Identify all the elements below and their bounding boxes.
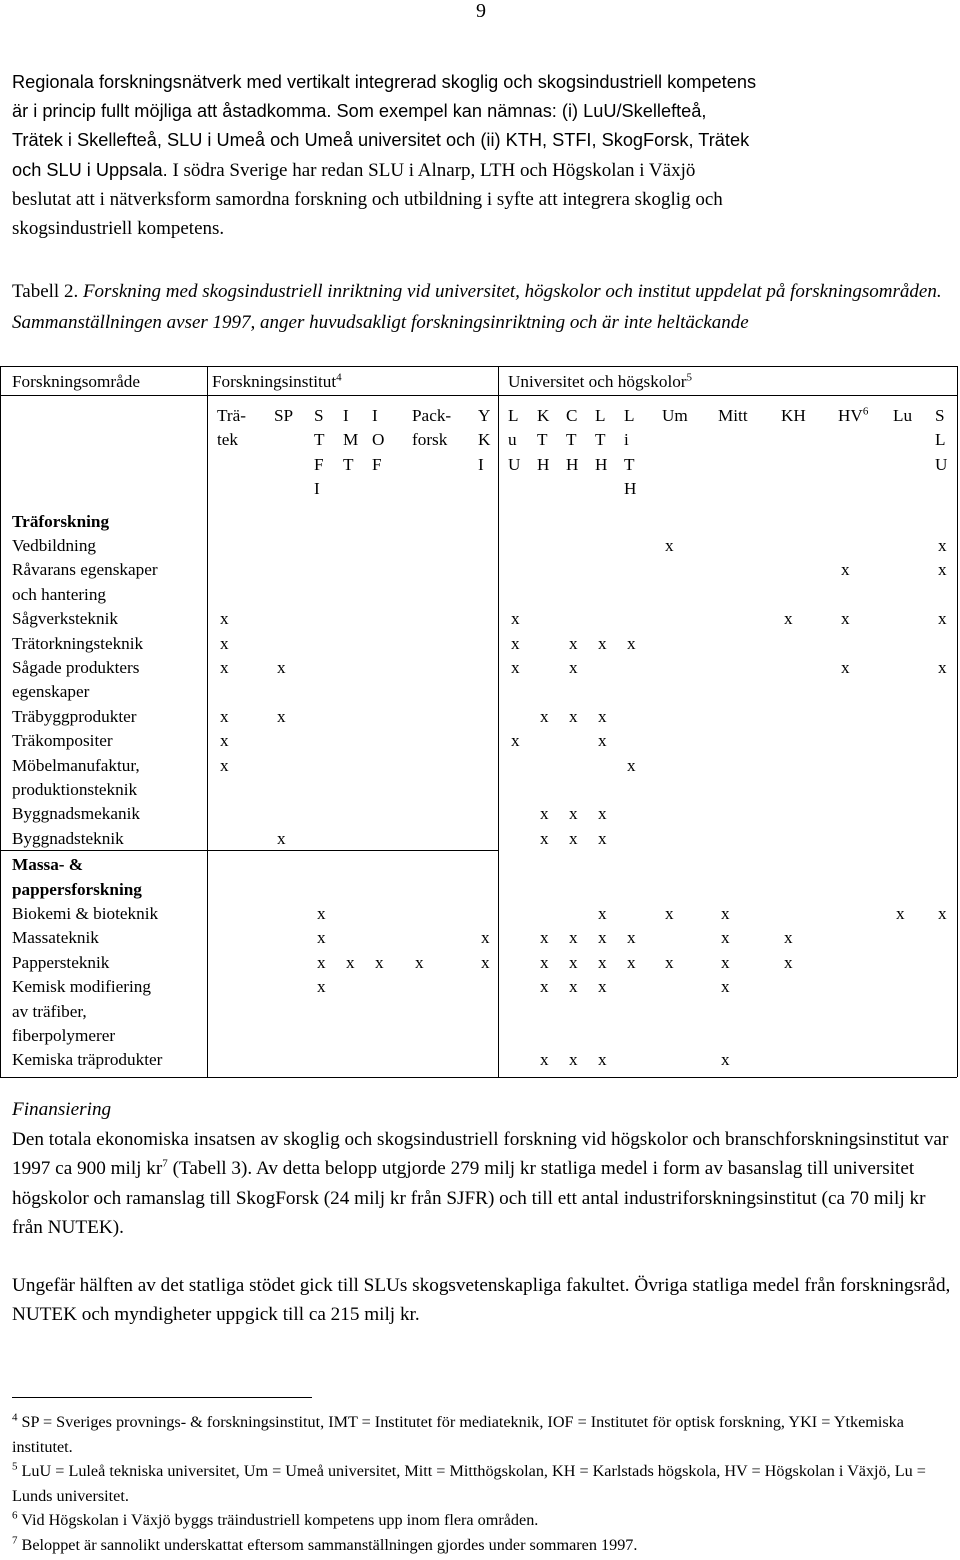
finance-section: [12, 1095, 957, 1330]
cell-mark: x: [627, 952, 636, 972]
column-header: F: [372, 454, 382, 474]
column-header: I: [314, 479, 320, 499]
cell-mark: x: [569, 1050, 578, 1070]
table-right-border: [957, 366, 958, 1077]
intro-paragraph: [12, 68, 957, 243]
row-label: Vedbildning: [12, 536, 97, 555]
column-header: Y: [478, 406, 491, 425]
intro-line: Trätek i Skellefteå, SLU i Umeå och Umeå universitet och (ii) KTH, STFI, SkogForsk, Trätek: [12, 130, 750, 151]
column-header: H: [595, 454, 608, 474]
row-label-cont: fiberpolymerer: [12, 1026, 116, 1045]
column-header: I: [343, 406, 349, 425]
column-header: I: [478, 454, 484, 474]
column-divider: [498, 366, 499, 1077]
row-label: Råvarans egenskaper: [12, 560, 158, 580]
intro-line: beslutat att i nätverksform samordna forskning och utbildning i syfte att integrera skoglig och: [12, 188, 723, 210]
column-header: L: [595, 406, 606, 425]
cell-mark: x: [540, 1050, 549, 1070]
row-label: Biokemi & bioteknik: [12, 904, 159, 923]
cell-mark: x: [540, 804, 549, 824]
cell-mark: x: [598, 977, 607, 997]
cell-mark: x: [540, 977, 549, 997]
cell-mark: x: [346, 952, 355, 972]
row-label: Sågverksteknik: [12, 609, 118, 629]
finance-paragraph: Ungefär hälften av det statliga stödet gick till SLUs skogsvetenskapliga fakultet. Övriga statliga medel från forskningsråd, NUTEK och myndigheter uppgick till ca 215 milj kr.: [12, 1274, 951, 1325]
header-area: Forskningsområde: [12, 372, 140, 391]
cell-mark: x: [569, 706, 578, 726]
row-label: Kemisk modifiering: [12, 977, 151, 997]
cell-mark: x: [220, 706, 229, 726]
cell-mark: x: [841, 560, 850, 580]
intro-line: Regionala forskningsnätverk med vertikalt integrerad skoglig och skogsindustriell kompetens: [12, 72, 757, 92]
research-table: [0, 366, 957, 1077]
cell-mark: x: [627, 928, 636, 948]
cell-mark: x: [317, 904, 326, 923]
cell-mark: x: [569, 828, 578, 848]
column-header: M: [343, 430, 359, 450]
column-header: K: [537, 406, 550, 425]
column-header: i: [624, 430, 629, 450]
cell-mark: x: [665, 904, 674, 923]
column-header: Mitt: [718, 406, 748, 425]
cell-mark: x: [569, 804, 578, 824]
header-divider: [0, 395, 957, 396]
section-title: pappersforskning: [12, 879, 142, 899]
footnote: $^7$ Beloppet är sannolikt underskattat eftersom sammanställningen gjordes under sommaren 1997.: [12, 1534, 638, 1554]
header-institutes: Forskningsinstitut$^4$: [212, 371, 342, 391]
column-header: H: [624, 479, 637, 499]
row-label: Byggnadsmekanik: [12, 804, 140, 824]
column-header: T: [624, 454, 635, 474]
column-header: C: [566, 406, 578, 425]
cell-mark: x: [415, 952, 424, 972]
cell-mark: x: [317, 952, 326, 972]
row-label-cont: produktionsteknik: [12, 780, 138, 799]
footnote: $^4$ SP = Sveriges provnings- & forskningsinstitut, IMT = Institutet för mediateknik, IOF = Institutet för optisk forskning, YKI = Ytkemiska institutet.: [12, 1411, 904, 1456]
column-header: K: [478, 430, 491, 450]
column-header: H: [537, 454, 550, 474]
cell-mark: x: [277, 658, 286, 677]
cell-mark: x: [841, 609, 850, 629]
page-number: 9: [476, 0, 486, 22]
section-title: Massa- &: [12, 855, 84, 875]
cell-mark: x: [220, 731, 229, 751]
column-header: T: [343, 454, 354, 474]
column-header: I: [372, 406, 378, 425]
cell-mark: x: [569, 928, 578, 948]
cell-mark: x: [598, 804, 607, 824]
cell-mark: x: [481, 952, 490, 972]
table-caption-label: Tabell 2.: [12, 281, 79, 302]
cell-mark: x: [540, 828, 549, 848]
cell-mark: x: [784, 928, 793, 948]
cell-mark: x: [598, 928, 607, 948]
cell-mark: x: [721, 977, 730, 997]
cell-mark: x: [569, 658, 578, 677]
column-header: T: [537, 430, 548, 450]
cell-mark: x: [540, 706, 549, 726]
row-label: Pappersteknik: [12, 952, 110, 972]
cell-mark: x: [721, 928, 730, 948]
row-label-cont: och hantering: [12, 584, 107, 604]
cell-mark: x: [598, 731, 607, 751]
cell-mark: x: [375, 952, 384, 972]
row-label: Möbelmanufaktur,: [12, 755, 140, 775]
cell-mark: x: [220, 633, 229, 653]
cell-mark: x: [784, 952, 793, 972]
cell-mark: x: [938, 609, 947, 629]
row-label: Kemiska träprodukter: [12, 1050, 163, 1070]
cell-mark: x: [721, 952, 730, 972]
cell-mark: x: [598, 952, 607, 972]
cell-mark: x: [721, 904, 730, 923]
cell-mark: x: [277, 828, 286, 848]
cell-mark: x: [540, 952, 549, 972]
row-label: Träbyggprodukter: [12, 706, 137, 726]
row-label-cont: av träfiber,: [12, 1001, 87, 1021]
column-header: Um: [662, 406, 688, 425]
cell-mark: x: [598, 1050, 607, 1070]
cell-mark: x: [938, 658, 947, 677]
column-header: KH: [781, 406, 806, 425]
table-left-border: [0, 366, 1, 1077]
cell-mark: x: [627, 755, 636, 775]
section-divider: [0, 850, 498, 851]
column-header: u: [508, 430, 517, 450]
table-bottom-border: [0, 1077, 957, 1078]
cell-mark: x: [511, 658, 520, 677]
column-header: H: [566, 454, 579, 474]
cell-mark: x: [721, 1050, 730, 1070]
column-header: S: [314, 406, 324, 425]
cell-mark: x: [317, 928, 326, 948]
column-divider: [207, 366, 208, 1077]
intro-line: I södra Sverige har redan SLU i Alnarp, LTH och Högskolan i Växjö: [167, 159, 696, 181]
column-header: S: [935, 406, 945, 425]
row-label-cont: egenskaper: [12, 682, 90, 702]
row-label: Massateknik: [12, 928, 99, 948]
column-header: U: [508, 454, 521, 474]
intro-line: och SLU i Uppsala.: [12, 159, 168, 180]
finance-heading: Finansiering: [12, 1099, 112, 1120]
table-caption-text: Forskning med skogsindustriell inriktning vid universitet, högskolor och institut uppdelat på forskningsområden. Sammanställningen avser 1997, anger huvudsakligt forskningsinriktning och är inte heltäckande: [12, 281, 942, 333]
column-header: forsk: [412, 430, 448, 450]
cell-mark: x: [938, 536, 947, 555]
cell-mark: x: [220, 658, 229, 677]
cell-mark: x: [317, 977, 326, 997]
footnotes: [12, 1410, 957, 1557]
cell-mark: x: [511, 633, 520, 653]
row-label: Byggnadsteknik: [12, 828, 124, 848]
cell-mark: x: [896, 904, 905, 923]
cell-mark: x: [511, 609, 520, 629]
cell-mark: x: [569, 952, 578, 972]
cell-mark: x: [481, 928, 490, 948]
cell-mark: x: [569, 977, 578, 997]
cell-mark: x: [784, 609, 793, 629]
column-header: L: [508, 406, 519, 425]
row-label: Sågade produkters: [12, 658, 140, 677]
footnote-rule: [12, 1397, 312, 1398]
cell-mark: x: [627, 633, 636, 653]
cell-mark: x: [598, 706, 607, 726]
cell-mark: x: [665, 536, 674, 555]
column-header: T: [314, 430, 325, 450]
column-header: $HV^6$: [838, 405, 869, 425]
cell-mark: x: [665, 952, 674, 972]
footnote: $^6$ Vid Högskolan i Växjö byggs träindustriell kompetens upp inom flera områden.: [12, 1509, 539, 1529]
column-header: Lu: [893, 406, 913, 425]
section-title: Träforskning: [12, 511, 110, 531]
cell-mark: x: [598, 904, 607, 923]
column-header: Pack-: [412, 406, 452, 425]
table-caption: [12, 276, 957, 338]
column-header: U: [935, 454, 948, 474]
table-top-border: [0, 366, 957, 367]
cell-mark: x: [569, 633, 578, 653]
cell-mark: x: [841, 658, 850, 677]
column-header: T: [595, 430, 606, 450]
cell-mark: x: [938, 560, 947, 580]
cell-mark: x: [220, 755, 229, 775]
column-header: F: [314, 454, 324, 474]
column-header: Trä-: [217, 406, 246, 425]
row-label: Träkompositer: [12, 731, 113, 751]
footnote: $^5$ LuU = Luleå tekniska universitet, Um = Umeå universitet, Mitt = Mitthögskolan, KH = Karlstads högskola, HV = Högskolan i Växjö, Lu = Lunds universitet.: [12, 1460, 926, 1505]
cell-mark: x: [511, 731, 520, 751]
cell-mark: x: [938, 904, 947, 923]
cell-mark: x: [540, 928, 549, 948]
header-universities: Universitet och högskolor$^5$: [508, 371, 693, 391]
column-header: T: [566, 430, 577, 450]
column-header: L: [624, 406, 635, 425]
cell-mark: x: [220, 609, 229, 629]
cell-mark: x: [598, 633, 607, 653]
finance-paragraph: Den totala ekonomiska insatsen av skoglig och skogsindustriell forskning vid högskolor och branschforskningsinstitut var 1997 ca 900 milj $kr^7$ (Tabell 3). Av detta belopp utgjorde 279 milj kr statliga medel i form av basanslag till universitet högskolor och ramanslag till SkogForsk (24 milj kr från SJFR) och till ett antal industriforskningsinstitut (ca 70 milj kr från NUTEK).: [12, 1128, 949, 1238]
column-header: tek: [217, 430, 238, 450]
column-header: SP: [274, 406, 294, 425]
column-header: L: [935, 430, 946, 450]
intro-line: är i princip fullt möjliga att åstadkomma. Som exempel kan nämnas: (i) LuU/Skellefteå,: [12, 101, 707, 122]
intro-line: skogsindustriell kompetens.: [12, 218, 225, 240]
column-header: O: [372, 430, 385, 450]
cell-mark: x: [598, 828, 607, 848]
cell-mark: x: [277, 706, 286, 726]
row-label: Trätorkningsteknik: [12, 633, 144, 653]
